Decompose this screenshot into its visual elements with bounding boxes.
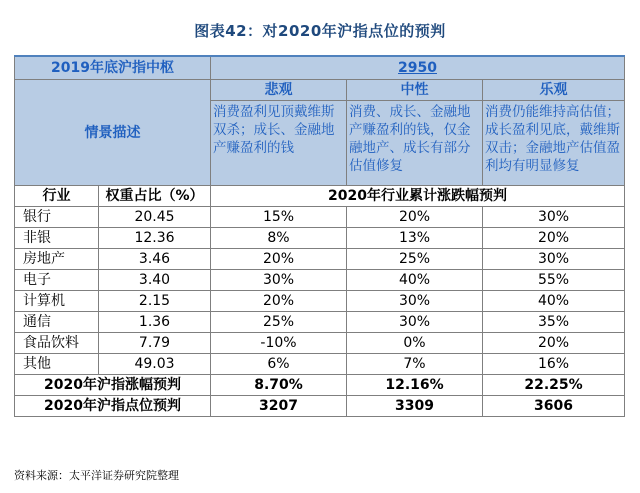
neutral-header: 中性 xyxy=(347,80,483,101)
weight-cell: 1.36 xyxy=(99,312,211,333)
table-row xyxy=(15,312,625,333)
bull-cell: 16% xyxy=(483,354,625,375)
neutral-cell: 20% xyxy=(347,207,483,228)
bear-cell: 6% xyxy=(211,354,347,375)
bear-header: 悲观 xyxy=(211,80,347,101)
level-bear: 3207 xyxy=(211,396,347,417)
bear-cell: 20% xyxy=(211,249,347,270)
industry-cell: 食品饮料 xyxy=(15,333,99,354)
neutral-cell: 0% xyxy=(347,333,483,354)
bull-cell: 35% xyxy=(483,312,625,333)
bull-cell: 20% xyxy=(483,228,625,249)
table-row xyxy=(15,291,625,312)
center-value-cell xyxy=(211,56,625,80)
weight-cell: 12.36 xyxy=(99,228,211,249)
neutral-cell: 7% xyxy=(347,354,483,375)
weight-cell: 3.40 xyxy=(99,270,211,291)
level-bull: 3606 xyxy=(483,396,625,417)
source-footnote: 资料来源：太平洋证券研究院整理 xyxy=(14,469,179,482)
weight-cell: 49.03 xyxy=(99,354,211,375)
table-row xyxy=(15,333,625,354)
bull-cell: 55% xyxy=(483,270,625,291)
weight-cell: 2.15 xyxy=(99,291,211,312)
weight-cell: 20.45 xyxy=(99,207,211,228)
bear-cell: -10% xyxy=(211,333,347,354)
neutral-cell: 13% xyxy=(347,228,483,249)
neutral-description: 消费、成长、金融地产赚盈利的钱，仅金融地产、成长有部分估值修复 xyxy=(347,101,483,186)
bull-cell: 20% xyxy=(483,333,625,354)
industry-cell: 通信 xyxy=(15,312,99,333)
table-row xyxy=(15,249,625,270)
bear-cell: 20% xyxy=(211,291,347,312)
level-neutral: 3309 xyxy=(347,396,483,417)
bear-cell: 15% xyxy=(211,207,347,228)
industry-header: 行业 xyxy=(15,186,99,207)
figure-title: 图表42：对2020年沪指点位的预判 xyxy=(194,22,446,40)
bull-cell: 30% xyxy=(483,249,625,270)
industry-cell: 房地产 xyxy=(15,249,99,270)
change-label: 2020年沪指涨幅预判 xyxy=(15,375,211,396)
scenario-label-cell: 情景描述 xyxy=(15,80,211,186)
bear-description: 消费盈利见顶戴维斯双杀；成长、金融地产赚盈利的钱 xyxy=(211,101,347,186)
center-value: 2950 xyxy=(398,60,437,76)
industry-cell: 其他 xyxy=(15,354,99,375)
neutral-cell: 30% xyxy=(347,291,483,312)
table-row xyxy=(15,270,625,291)
weight-cell: 3.46 xyxy=(99,249,211,270)
neutral-cell: 30% xyxy=(347,312,483,333)
forecast-header: 2020年行业累计涨跌幅预判 xyxy=(211,186,625,207)
bull-description: 消费仍能维持高估值；成长盈利见底，戴维斯双击；金融地产估值盈利均有明显修复 xyxy=(483,101,625,186)
neutral-cell: 40% xyxy=(347,270,483,291)
change-bear: 8.70% xyxy=(211,375,347,396)
industry-cell: 计算机 xyxy=(15,291,99,312)
level-label: 2020年沪指点位预判 xyxy=(15,396,211,417)
bull-cell: 40% xyxy=(483,291,625,312)
bear-cell: 25% xyxy=(211,312,347,333)
bear-cell: 30% xyxy=(211,270,347,291)
weight-header: 权重占比（%） xyxy=(99,186,211,207)
bear-cell: 8% xyxy=(211,228,347,249)
weight-cell: 7.79 xyxy=(99,333,211,354)
change-neutral: 12.16% xyxy=(347,375,483,396)
forecast-table xyxy=(14,55,625,417)
industry-cell: 非银 xyxy=(15,228,99,249)
industry-cell: 电子 xyxy=(15,270,99,291)
industry-cell: 银行 xyxy=(15,207,99,228)
neutral-cell: 25% xyxy=(347,249,483,270)
bull-cell: 30% xyxy=(483,207,625,228)
center-label-cell: 2019年底沪指中枢 xyxy=(15,56,211,80)
change-bull: 22.25% xyxy=(483,375,625,396)
bull-header: 乐观 xyxy=(483,80,625,101)
table-row xyxy=(15,354,625,375)
table-row xyxy=(15,228,625,249)
table-row xyxy=(15,207,625,228)
